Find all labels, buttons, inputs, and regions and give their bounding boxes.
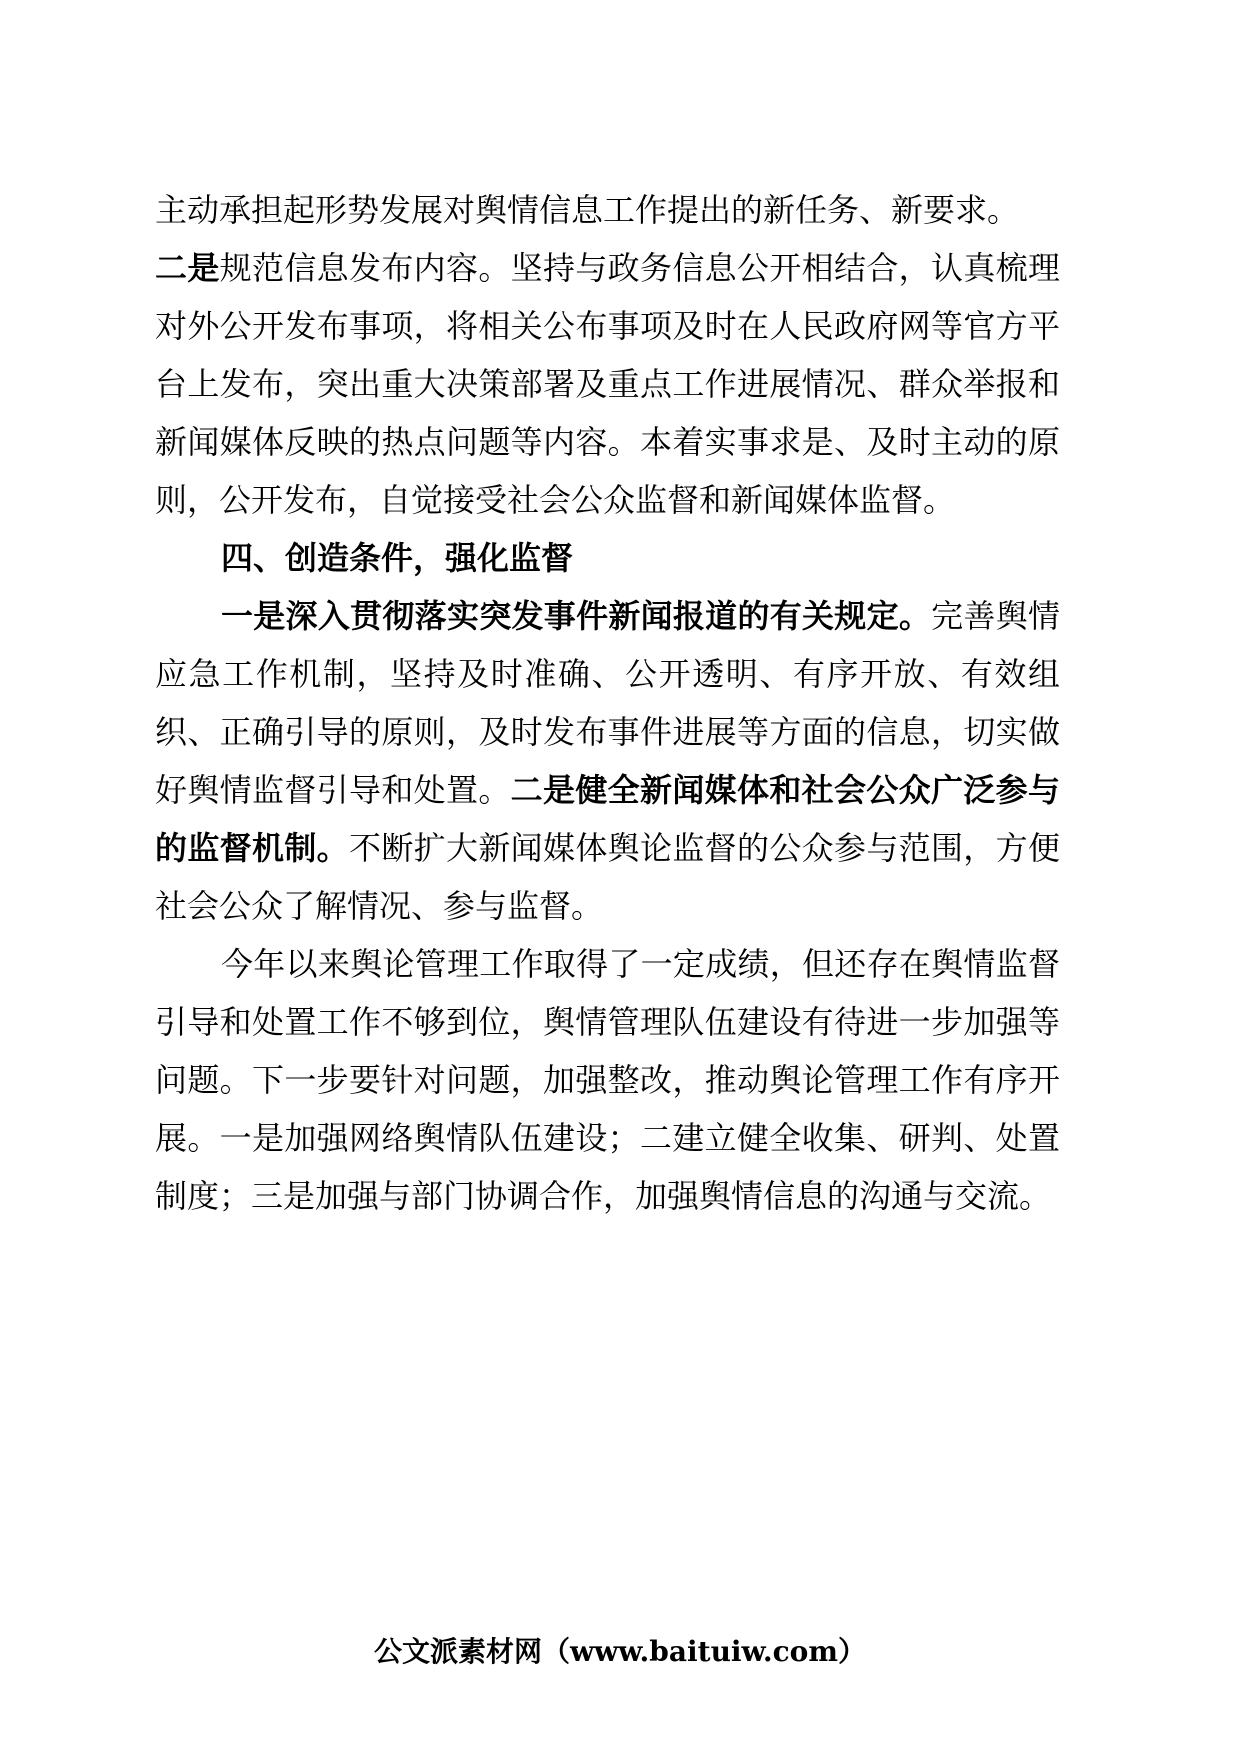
paragraph-lead-bold-one: 一是深入贯彻落实突发事件新闻报道的有关规定。	[221, 597, 932, 635]
paragraph-text-two: 不断扩大新闻媒体舆论监督的公众参与范围，方便社会公众了解情况、参与监督。	[155, 829, 1060, 925]
paragraph-lead-bold: 二是	[155, 249, 220, 287]
paragraph-text: 今年以来舆论管理工作取得了一定成绩，但还存在舆情监督引导和处置工作不够到位，舆情管理队伍建设有待进一步加强等问题。下一步要针对问题，加强整改，推动舆论管理工作有序开展。一是加强网络舆情队伍建设；二建立健全收集、研判、处置制度；三是加强与部门协调合作，加强舆情信息的沟通与交流。	[155, 945, 1060, 1215]
paragraph-text: 规范信息发布内容。坚持与政务信息公开相结合，认真梳理对外公开发布事项，将相关公布事项及时在人民政府网等官方平台上发布，突出重大决策部署及重点工作进展情况、群众举报和新闻媒体反映的热点问题等内容。本着实事求是、及时主动的原则，公开发布，自觉接受社会公众监督和新闻媒体监督。	[155, 249, 1060, 519]
document-body	[155, 181, 1060, 1225]
paragraph-section-four	[155, 587, 1060, 935]
paragraph-text: 主动承担起形势发展对舆情信息工作提出的新任务、新要求。	[155, 191, 1020, 229]
section-heading: 四、创造条件，强化监督	[221, 539, 574, 577]
paragraph-text-one: 完善舆情应急工作机制，坚持及时准确、公开透明、有序开放、有效组织、正确引导的原则，及时发布事件进展等方面的信息，切实做好舆情监督引导和处置。	[155, 597, 1060, 809]
paragraph-continued	[155, 181, 1060, 239]
paragraph-summary	[155, 935, 1060, 1225]
paragraph-lead-bold-two: 二是健全新闻媒体和社会公众广泛参与的监督机制。	[155, 771, 1060, 867]
paragraph-item-two	[155, 239, 1060, 529]
footer-watermark: 公文派素材网（www.baituiw.com）	[374, 1635, 866, 1668]
